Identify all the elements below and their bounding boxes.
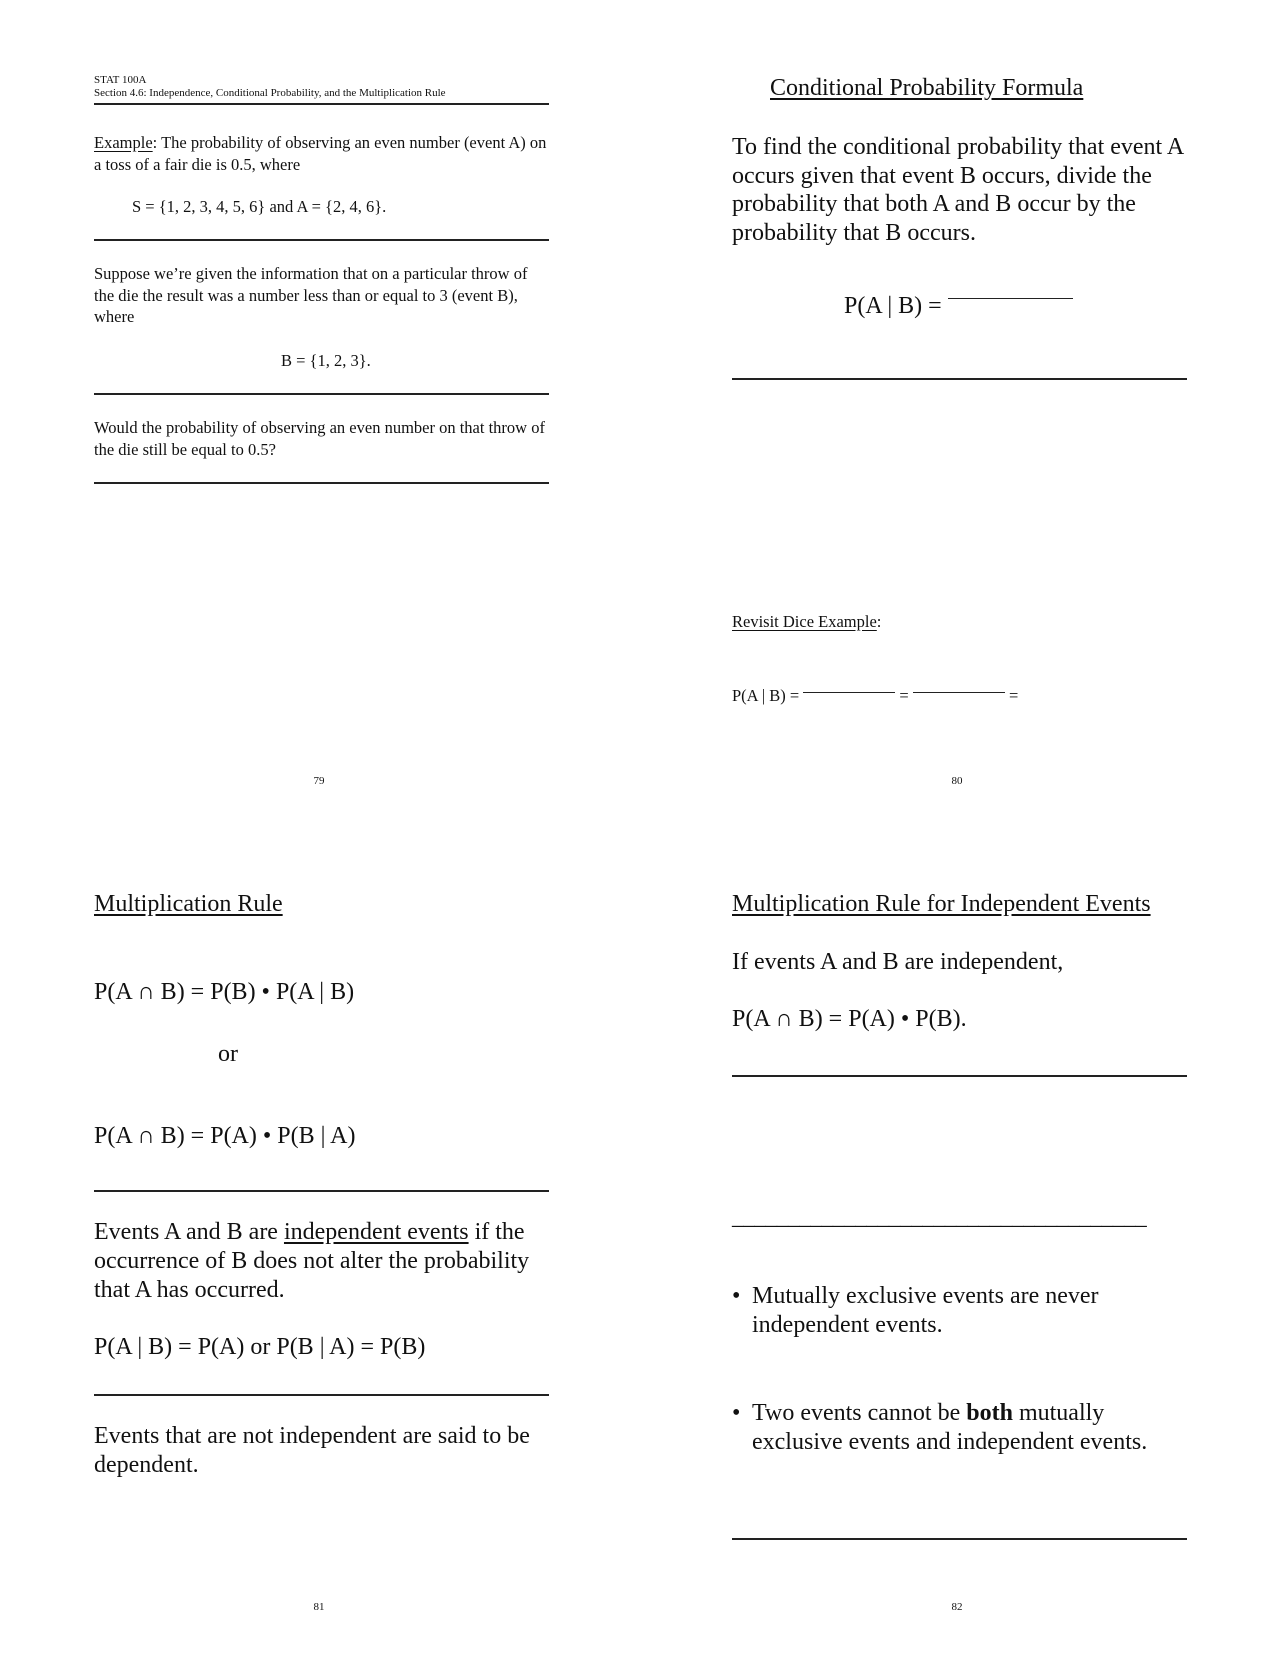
revisit-colon: : (876, 612, 882, 631)
indep-pre: Events A and B are (94, 1219, 284, 1245)
divider-rule (94, 1190, 549, 1192)
or-text: or (218, 1041, 238, 1067)
header-course: STAT 100A (94, 74, 147, 86)
page-title: Conditional Probability Formula (770, 75, 1084, 101)
equals-sign: = (1008, 686, 1019, 705)
divider-rule (94, 393, 549, 395)
header-rule (94, 103, 549, 105)
formula-lhs: P(A | B) = (844, 293, 942, 319)
fraction-bar (803, 692, 895, 693)
multiplication-formula-1: P(A ∩ B) = P(B) • P(A | B) (94, 979, 355, 1005)
bullet-text-post: mutually exclusive events and independent events. (752, 1400, 1148, 1455)
bullet-text-bold: both (966, 1400, 1013, 1426)
example-label: Example (94, 133, 153, 152)
blank-underline: _____________________________________ (732, 1204, 1147, 1229)
bullet-icon: • (732, 1400, 741, 1426)
page-number: 79 (313, 775, 325, 787)
divider-rule (732, 1538, 1187, 1540)
multiplication-formula-2: P(A ∩ B) = P(A) • P(B | A) (94, 1123, 356, 1149)
divider-rule (94, 482, 549, 484)
fraction-bar (948, 298, 1073, 299)
independence-condition: If events A and B are independent, (732, 949, 1064, 975)
bullet-icon: • (732, 1283, 741, 1309)
independence-formula: P(A | B) = P(A) or P(B | A) = P(B) (94, 1334, 426, 1360)
divider-rule (732, 378, 1187, 380)
revisit-heading (732, 612, 881, 632)
revisit-lhs: P(A | B) = (732, 686, 800, 705)
example-paragraph (94, 132, 549, 175)
page-number: 82 (951, 1601, 963, 1613)
suppose-paragraph: Suppose we’re given the information that on a particular throw of the die the result was a number less than or equal to 3 (event B), where (94, 264, 528, 326)
divider-rule (732, 1075, 1187, 1077)
sets-line: S = {1, 2, 3, 4, 5, 6} and A = {2, 4, 6}. (132, 197, 387, 216)
revisit-formula (732, 686, 1018, 706)
page-title: Multiplication Rule (94, 891, 283, 917)
page-number: 80 (951, 775, 963, 787)
dependent-definition: Events that are not independent are said to be dependent. (94, 1423, 530, 1478)
page-title: Multiplication Rule for Independent Events (732, 891, 1151, 917)
independent-multiplication-formula: P(A ∩ B) = P(A) • P(B). (732, 1006, 967, 1032)
independent-events-term: independent events (283, 1219, 469, 1245)
revisit-label: Revisit Dice Example (732, 612, 877, 631)
bullet-item (732, 1282, 1187, 1340)
page-number: 81 (313, 1601, 325, 1613)
bullet-item (732, 1399, 1187, 1457)
indep-post: if the occurrence of B does not alter the probability that A has occurred. (94, 1219, 530, 1303)
bullet-text: Mutually exclusive events are never independent events. (752, 1283, 1099, 1338)
independence-definition (94, 1218, 549, 1305)
header-section: Section 4.6: Independence, Conditional Probability, and the Multiplication Rule (94, 87, 446, 99)
example-text: : The probability of observing an even number (event A) on a toss of a fair die is 0.5, where (94, 133, 547, 174)
b-set: B = {1, 2, 3}. (281, 351, 371, 370)
conditional-formula (844, 292, 1073, 321)
equals-sign: = (899, 686, 909, 705)
divider-rule (94, 239, 549, 241)
question-paragraph: Would the probability of observing an even number on that throw of the die still be equal to 0.5? (94, 418, 545, 459)
divider-rule (94, 1394, 549, 1396)
fraction-bar (913, 692, 1005, 693)
intro-paragraph: To find the conditional probability that event A occurs given that event B occurs, divide the probability that both A and B occur by the probability that B occurs. (732, 134, 1183, 246)
bullet-text-pre: Two events cannot be (752, 1400, 967, 1426)
